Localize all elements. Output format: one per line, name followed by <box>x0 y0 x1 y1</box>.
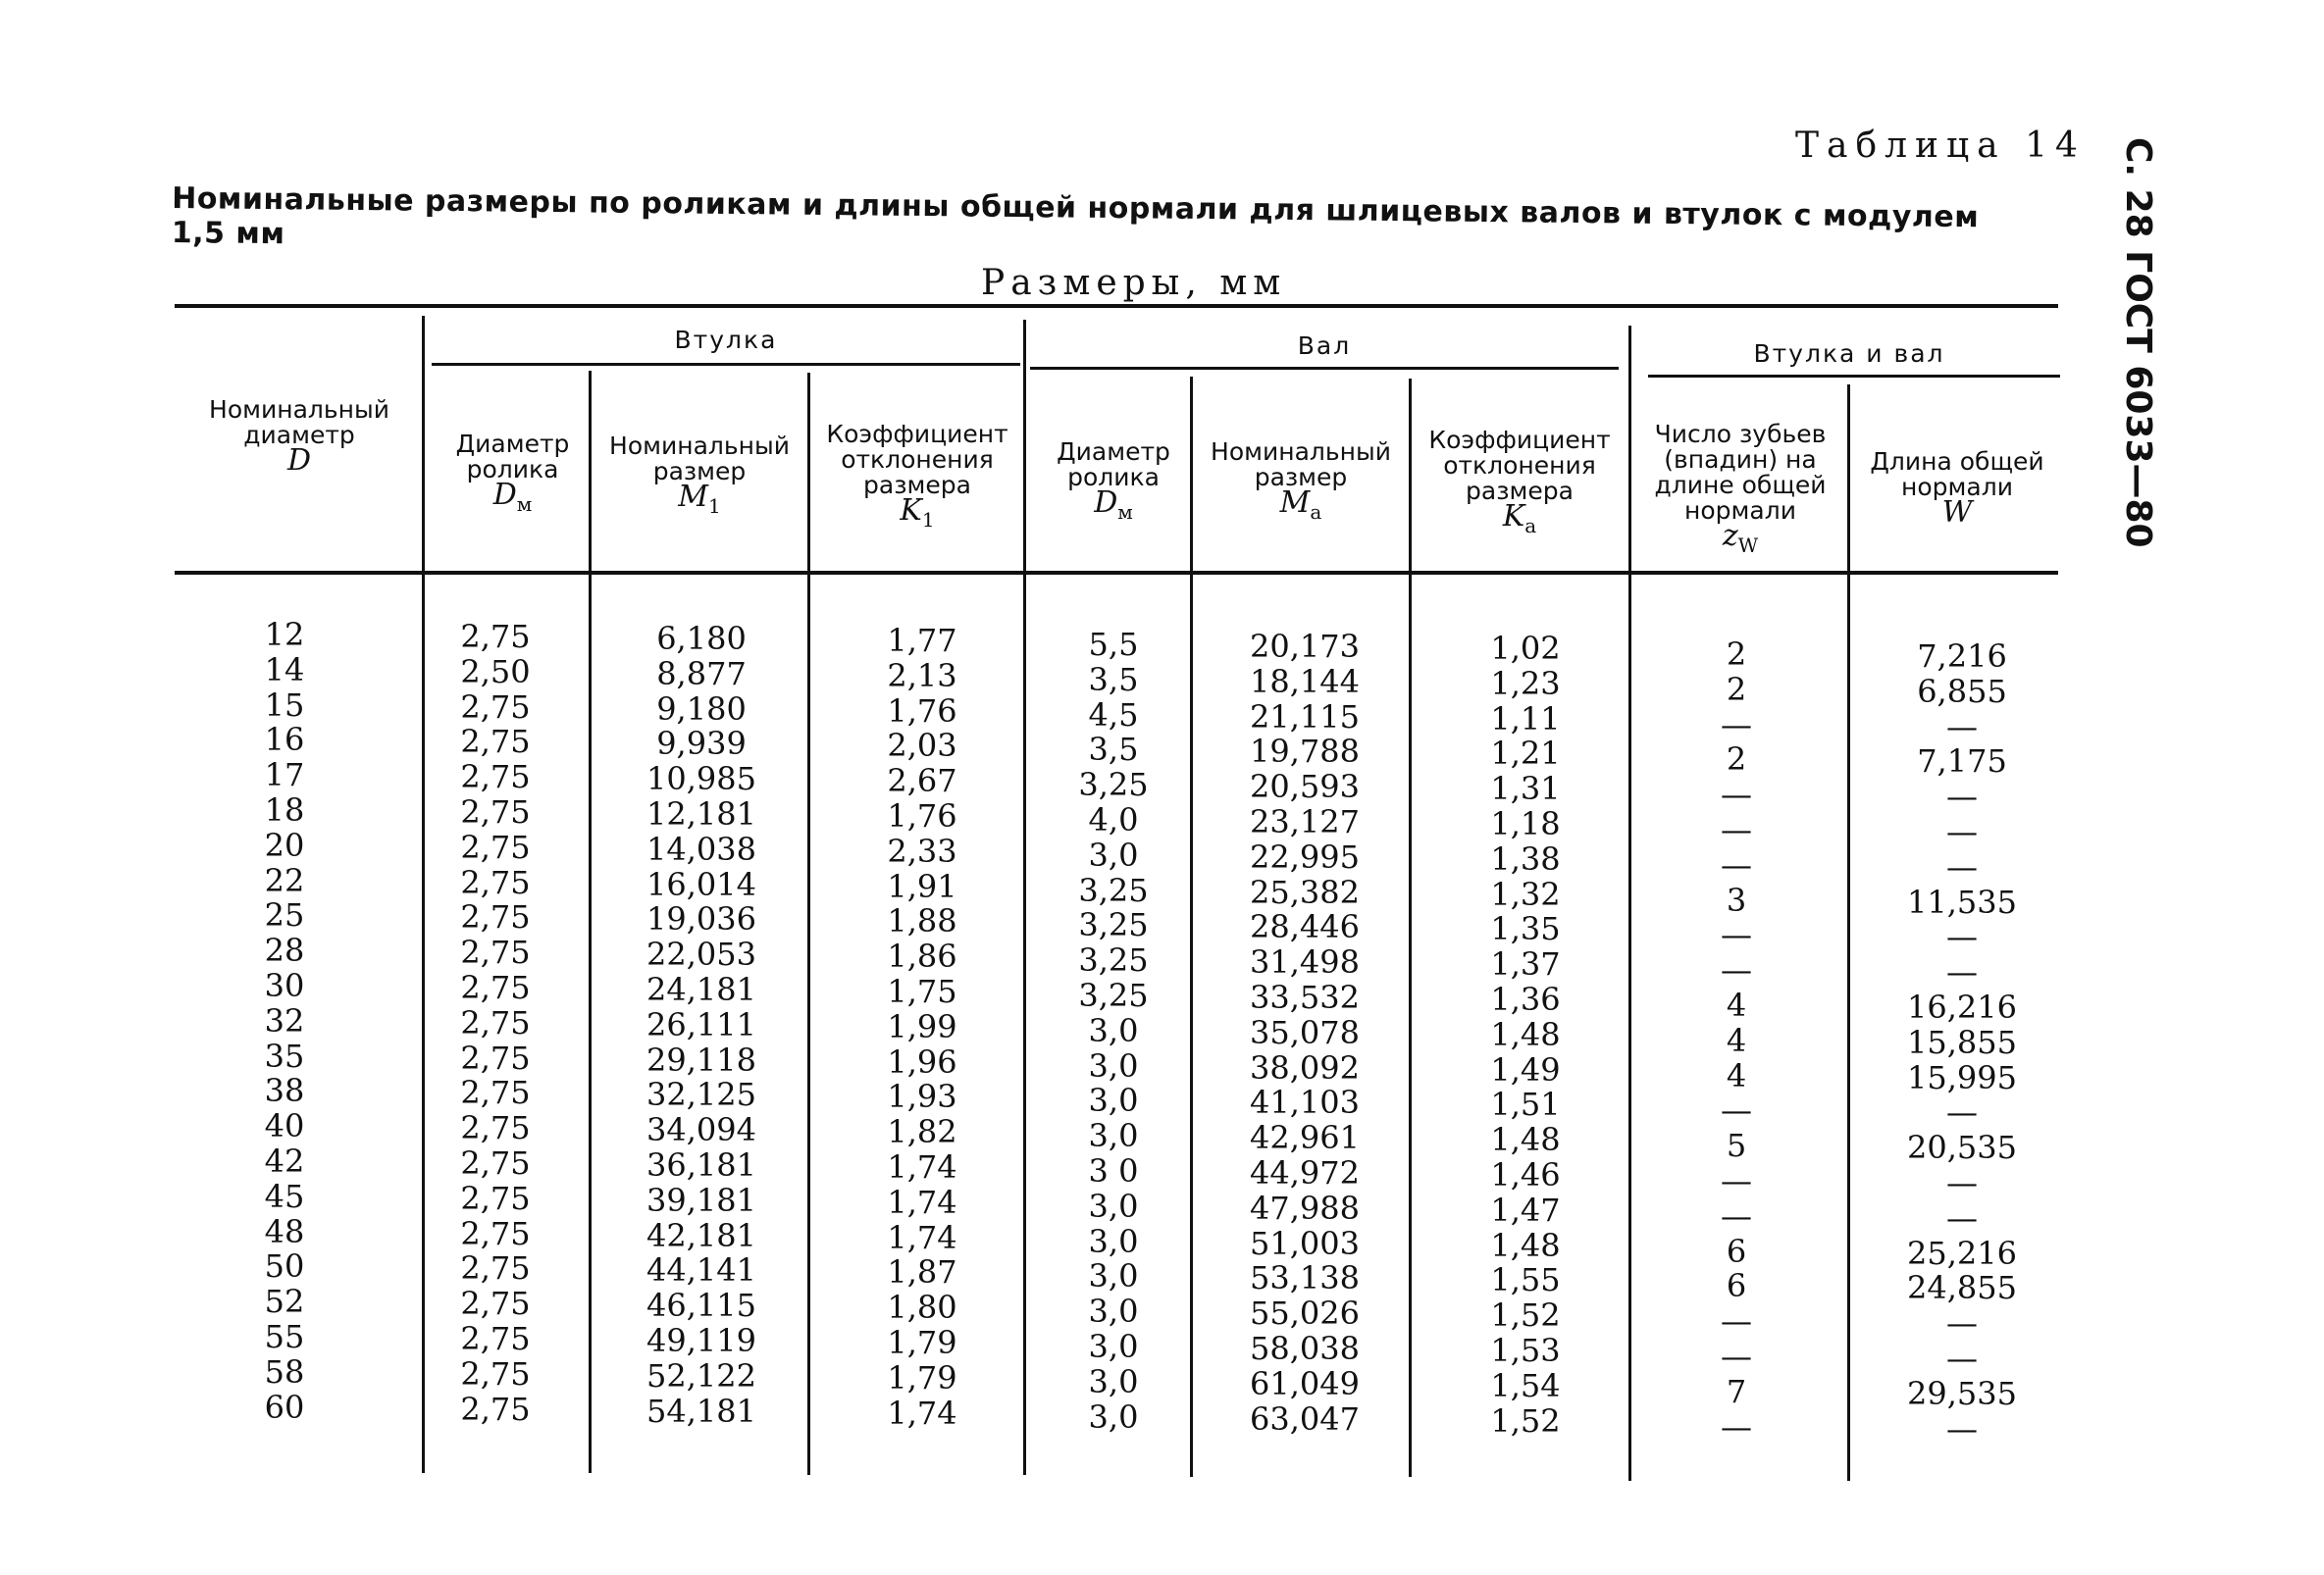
cell-Dm2-0: 5,5 <box>1088 626 1139 663</box>
cell-Dm2-4: 3,25 <box>1078 766 1149 804</box>
cell-W-3: 7,175 <box>1917 742 2007 781</box>
cell-M1-7: 16,014 <box>646 865 756 903</box>
cell-M1-12: 29,118 <box>646 1041 756 1079</box>
cell-W-5: — <box>1946 812 1978 850</box>
cell-K1-0: 1,77 <box>887 622 957 659</box>
cell-D-18: 50 <box>264 1247 305 1286</box>
cell-K1-7: 1,91 <box>887 867 957 905</box>
cell-Dm1-18: 2,75 <box>460 1249 531 1288</box>
cell-W-21: 29,535 <box>1907 1374 2017 1412</box>
cell-zW-4: — <box>1721 776 1752 814</box>
cell-Dm2-20: 3,0 <box>1088 1327 1139 1365</box>
cell-W-1: 6,855 <box>1917 672 2007 710</box>
cell-D-12: 35 <box>264 1037 305 1075</box>
cell-K1-4: 2,67 <box>887 762 957 800</box>
cell-Ma-9: 31,498 <box>1250 943 1360 982</box>
cell-D-15: 42 <box>264 1142 305 1180</box>
cell-zW-16: — <box>1721 1196 1752 1235</box>
cell-Dm2-6: 3,0 <box>1088 836 1139 874</box>
header-normal-length-label: Длина общей нормали <box>1870 447 2044 501</box>
cell-D-2: 15 <box>264 686 305 724</box>
column-bushing-size <box>628 622 775 1429</box>
cell-zW-9: — <box>1721 951 1752 990</box>
cell-Ka-16: 1,47 <box>1490 1191 1561 1229</box>
cell-W-9: — <box>1946 953 1978 991</box>
cell-M1-8: 19,036 <box>646 900 756 939</box>
cell-M1-11: 26,111 <box>646 1005 756 1043</box>
cell-Ka-4: 1,31 <box>1490 770 1561 808</box>
group-header-shaft: Вал <box>1297 331 1352 360</box>
header-nominal-diameter <box>186 395 412 478</box>
cell-K1-9: 1,86 <box>887 938 957 976</box>
cell-zW-13: — <box>1721 1092 1752 1130</box>
cell-Dm1-16: 2,75 <box>460 1179 531 1217</box>
column-nominal-diameter <box>235 618 334 1425</box>
header-shaft-roller-label: Диаметр ролика <box>1057 437 1170 491</box>
cell-Dm2-15: 3 0 <box>1088 1151 1139 1190</box>
cell-D-17: 48 <box>264 1212 305 1250</box>
cell-M1-0: 6,180 <box>656 620 747 657</box>
cell-Ka-12: 1,49 <box>1490 1050 1561 1089</box>
cell-Ka-22: 1,52 <box>1490 1401 1561 1440</box>
cell-Ma-19: 55,026 <box>1250 1295 1360 1333</box>
header-teeth-count-label: Число зубьев (впадин) на длине общей нормали <box>1654 420 1827 525</box>
cell-W-13: — <box>1946 1093 1978 1132</box>
cell-M1-17: 42,181 <box>646 1216 756 1254</box>
cell-Dm1-8: 2,75 <box>460 898 531 937</box>
cell-Dm2-21: 3,0 <box>1088 1362 1139 1400</box>
cell-Ka-10: 1,36 <box>1490 980 1561 1018</box>
column-normal-length <box>1888 639 2036 1447</box>
cell-Dm2-14: 3,0 <box>1088 1117 1139 1155</box>
header-shaft-roller-symbol: D <box>1094 485 1118 520</box>
cell-zW-19: — <box>1721 1302 1752 1341</box>
cell-Dm1-0: 2,75 <box>460 618 531 655</box>
header-bushing-coef-sub: 1 <box>921 508 935 532</box>
cell-D-19: 52 <box>264 1283 305 1321</box>
cell-K1-16: 1,74 <box>887 1183 957 1221</box>
cell-Ma-14: 42,961 <box>1250 1119 1360 1157</box>
cell-M1-3: 9,939 <box>656 725 747 763</box>
cell-Dm1-10: 2,75 <box>460 968 531 1006</box>
cell-M1-6: 14,038 <box>646 830 756 868</box>
cell-M1-18: 44,141 <box>646 1251 756 1290</box>
header-normal-length-symbol: W <box>1941 495 1973 530</box>
header-shaft-size <box>1197 439 1405 525</box>
cell-K1-14: 1,82 <box>887 1113 957 1151</box>
cell-M1-5: 12,181 <box>646 794 756 833</box>
column-shaft-coef <box>1467 632 1584 1439</box>
cell-Dm1-5: 2,75 <box>460 792 531 831</box>
cell-D-13: 38 <box>264 1072 305 1110</box>
cell-K1-15: 1,74 <box>887 1147 957 1186</box>
cell-Dm1-22: 2,75 <box>460 1390 531 1428</box>
cell-Ma-6: 22,995 <box>1250 838 1360 876</box>
cell-Dm2-17: 3,0 <box>1088 1222 1139 1260</box>
cell-W-0: 7,216 <box>1917 637 2007 675</box>
cell-M1-14: 34,094 <box>646 1111 756 1149</box>
cell-Ma-22: 63,047 <box>1250 1399 1360 1438</box>
cell-Dm2-8: 3,25 <box>1078 906 1149 944</box>
cell-W-12: 15,995 <box>1907 1058 2017 1096</box>
cell-Ka-2: 1,11 <box>1490 699 1561 737</box>
cell-D-8: 25 <box>264 896 305 935</box>
cell-W-22: — <box>1946 1409 1978 1448</box>
cell-D-21: 58 <box>264 1352 305 1391</box>
cell-Ma-1: 18,144 <box>1250 662 1360 700</box>
cell-zW-8: — <box>1721 916 1752 954</box>
cell-W-18: 24,855 <box>1907 1269 2017 1307</box>
cell-K1-22: 1,74 <box>887 1394 957 1432</box>
cell-zW-15: — <box>1721 1161 1752 1199</box>
cell-Dm2-3: 3,5 <box>1088 731 1139 769</box>
header-bushing-size-sub: 1 <box>707 494 721 518</box>
cell-Dm2-18: 3,0 <box>1088 1257 1139 1296</box>
cell-K1-11: 1,99 <box>887 1007 957 1045</box>
header-shaft-roller-sub: м <box>1117 500 1133 524</box>
col-divider-5 <box>1190 377 1193 1477</box>
header-shaft-coef-label: Коэффициент отклонения размера <box>1428 426 1611 505</box>
header-bushing-coef-label: Коэффициент отклонения размера <box>826 420 1008 499</box>
header-shaft-size-label: Номинальный размер <box>1211 437 1391 491</box>
col-divider-3 <box>807 373 810 1475</box>
cell-D-10: 30 <box>264 966 305 1004</box>
header-teeth-count-sub: W <box>1737 533 1759 557</box>
cell-Ma-18: 53,138 <box>1250 1259 1360 1297</box>
cell-D-6: 20 <box>264 826 305 864</box>
header-normal-length <box>1854 447 2060 530</box>
cell-M1-15: 36,181 <box>646 1145 756 1184</box>
units-caption: Размеры, мм <box>981 263 1287 303</box>
cell-W-10: 16,216 <box>1907 988 2017 1026</box>
cell-Dm2-12: 3,0 <box>1088 1046 1139 1085</box>
cell-Ma-0: 20,173 <box>1250 628 1360 665</box>
cell-M1-9: 22,053 <box>646 936 756 974</box>
header-shaft-size-symbol: M <box>1279 485 1311 520</box>
header-shaft-coef <box>1415 428 1625 538</box>
cell-W-2: — <box>1946 707 1978 745</box>
cell-Ka-13: 1,51 <box>1490 1086 1561 1124</box>
cell-Dm2-16: 3,0 <box>1088 1187 1139 1225</box>
header-shaft-size-sub: a <box>1310 500 1322 524</box>
header-nominal-diameter-symbol: D <box>286 443 312 478</box>
cell-Ma-2: 21,115 <box>1250 697 1360 736</box>
cell-Ka-20: 1,53 <box>1490 1331 1561 1369</box>
cell-zW-1: 2 <box>1726 670 1747 708</box>
cell-D-11: 32 <box>264 1001 305 1040</box>
cell-K1-20: 1,79 <box>887 1323 957 1361</box>
cell-M1-10: 24,181 <box>646 970 756 1008</box>
cell-W-15: — <box>1946 1163 1978 1201</box>
cell-Ma-4: 20,593 <box>1250 768 1360 806</box>
cell-W-20: — <box>1946 1339 1978 1377</box>
cell-Ka-15: 1,46 <box>1490 1155 1561 1194</box>
cell-Dm2-1: 3,5 <box>1088 660 1139 698</box>
cell-Ma-17: 51,003 <box>1250 1224 1360 1262</box>
header-shaft-coef-symbol: K <box>1502 499 1525 533</box>
cell-Dm1-11: 2,75 <box>460 1003 531 1042</box>
cell-Ka-8: 1,35 <box>1490 910 1561 948</box>
cell-W-8: — <box>1946 918 1978 956</box>
cell-Ka-11: 1,48 <box>1490 1015 1561 1053</box>
cell-D-4: 17 <box>264 756 305 794</box>
cell-D-14: 40 <box>264 1107 305 1145</box>
cell-D-1: 14 <box>264 650 305 688</box>
cell-Dm1-3: 2,75 <box>460 723 531 761</box>
cell-zW-7: 3 <box>1726 881 1747 919</box>
header-shaft-coef-sub: a <box>1524 514 1537 537</box>
cell-K1-12: 1,96 <box>887 1042 957 1081</box>
cell-Dm2-5: 4,0 <box>1088 800 1139 838</box>
cell-K1-19: 1,80 <box>887 1289 957 1327</box>
cell-D-7: 22 <box>264 861 305 899</box>
header-bushing-roller <box>441 432 584 517</box>
cell-Dm1-1: 2,50 <box>460 652 531 690</box>
cell-W-17: 25,216 <box>1907 1234 2017 1272</box>
cell-Dm1-21: 2,75 <box>460 1354 531 1393</box>
cell-Ka-5: 1,18 <box>1490 804 1561 842</box>
cell-Dm2-19: 3,0 <box>1088 1293 1139 1331</box>
cell-Ma-11: 35,078 <box>1250 1013 1360 1051</box>
header-bushing-roller-sub: м <box>516 492 533 516</box>
cell-Ka-6: 1,38 <box>1490 839 1561 878</box>
cell-Ka-18: 1,55 <box>1490 1261 1561 1299</box>
cell-K1-13: 1,93 <box>887 1078 957 1116</box>
cell-zW-20: — <box>1721 1337 1752 1375</box>
header-teeth-count <box>1636 422 1844 558</box>
cell-M1-13: 32,125 <box>646 1076 756 1114</box>
cell-W-19: — <box>1946 1304 1978 1343</box>
cell-K1-1: 2,13 <box>887 656 957 694</box>
col-divider-8 <box>1847 384 1850 1481</box>
cell-Dm1-13: 2,75 <box>460 1074 531 1112</box>
col-divider-1 <box>422 316 425 1473</box>
cell-Ka-14: 1,48 <box>1490 1121 1561 1159</box>
cell-Ma-10: 33,532 <box>1250 978 1360 1016</box>
cell-M1-2: 9,180 <box>656 689 747 728</box>
cell-W-11: 15,855 <box>1907 1023 2017 1061</box>
cell-M1-19: 46,115 <box>646 1287 756 1325</box>
column-teeth-count <box>1687 637 1785 1445</box>
cell-Ka-7: 1,32 <box>1490 875 1561 913</box>
cell-Dm1-7: 2,75 <box>460 863 531 901</box>
cell-M1-4: 10,985 <box>646 760 756 798</box>
cell-Ma-16: 47,988 <box>1250 1189 1360 1227</box>
cell-Ma-13: 41,103 <box>1250 1084 1360 1122</box>
cell-zW-18: 6 <box>1726 1267 1747 1305</box>
header-bushing-size-label: Номинальный размер <box>609 432 790 485</box>
header-teeth-count-symbol: z <box>1722 519 1738 553</box>
cell-D-3: 16 <box>264 721 305 759</box>
header-bottom-rule <box>175 571 2058 575</box>
cell-Dm2-7: 3,25 <box>1078 871 1149 909</box>
header-bushing-roller-symbol: D <box>492 478 517 512</box>
col-divider-2 <box>589 371 592 1473</box>
cell-Ka-9: 1,37 <box>1490 945 1561 984</box>
cell-D-22: 60 <box>264 1388 305 1426</box>
cell-M1-21: 52,122 <box>646 1356 756 1395</box>
cell-Ma-12: 38,092 <box>1250 1048 1360 1087</box>
cell-zW-12: 4 <box>1726 1056 1747 1094</box>
header-bushing-coef <box>814 422 1020 533</box>
cell-Dm1-14: 2,75 <box>460 1109 531 1147</box>
cell-W-14: 20,535 <box>1907 1129 2017 1167</box>
col-divider-4 <box>1023 320 1026 1475</box>
cell-zW-6: — <box>1721 845 1752 884</box>
cell-Ka-17: 1,48 <box>1490 1226 1561 1264</box>
group-rule-bushing <box>432 363 1020 366</box>
cell-Dm1-2: 2,75 <box>460 687 531 726</box>
column-bushing-roller <box>437 620 554 1427</box>
cell-zW-5: — <box>1721 810 1752 848</box>
cell-zW-11: 4 <box>1726 1021 1747 1059</box>
cell-Ma-7: 25,382 <box>1250 873 1360 911</box>
cell-M1-1: 8,877 <box>656 654 747 692</box>
cell-zW-21: 7 <box>1726 1372 1747 1410</box>
cell-K1-18: 1,87 <box>887 1253 957 1292</box>
cell-Dm2-11: 3,0 <box>1088 1011 1139 1049</box>
cell-zW-0: 2 <box>1726 635 1747 673</box>
group-header-both: Втулка и вал <box>1753 339 1945 368</box>
top-rule <box>175 304 2058 308</box>
header-nominal-diameter-label: Номинальный диаметр <box>209 395 389 449</box>
cell-K1-8: 1,88 <box>887 902 957 940</box>
cell-Ma-3: 19,788 <box>1250 733 1360 771</box>
header-bushing-size <box>595 433 803 519</box>
cell-Ma-21: 61,049 <box>1250 1364 1360 1402</box>
cell-zW-22: — <box>1721 1407 1752 1446</box>
col-divider-6 <box>1409 379 1412 1477</box>
cell-Ka-3: 1,21 <box>1490 735 1561 773</box>
cell-D-20: 55 <box>264 1317 305 1355</box>
cell-Ka-19: 1,52 <box>1490 1296 1561 1335</box>
cell-zW-14: 5 <box>1726 1127 1747 1165</box>
cell-D-5: 18 <box>264 790 305 829</box>
group-header-bushing: Втулка <box>674 326 778 354</box>
cell-D-9: 28 <box>264 932 305 970</box>
cell-Dm1-20: 2,75 <box>460 1319 531 1357</box>
column-bushing-coef <box>863 624 981 1431</box>
cell-Dm1-9: 2,75 <box>460 934 531 972</box>
group-rule-both <box>1648 375 2060 378</box>
cell-Ma-20: 58,038 <box>1250 1329 1360 1367</box>
cell-Dm1-6: 2,75 <box>460 828 531 866</box>
cell-W-6: — <box>1946 847 1978 886</box>
col-divider-7 <box>1628 326 1631 1481</box>
cell-Ka-0: 1,02 <box>1490 630 1561 667</box>
cell-Dm2-10: 3,25 <box>1078 976 1149 1014</box>
cell-Ka-21: 1,54 <box>1490 1366 1561 1404</box>
cell-Dm2-9: 3,25 <box>1078 941 1149 980</box>
cell-zW-2: — <box>1721 705 1752 743</box>
side-page-label <box>2109 137 2168 548</box>
cell-Dm2-22: 3,0 <box>1088 1397 1139 1436</box>
cell-zW-3: 2 <box>1726 740 1747 779</box>
header-shaft-roller <box>1040 439 1187 525</box>
header-bushing-size-symbol: M <box>678 480 708 514</box>
cell-M1-20: 49,119 <box>646 1321 756 1359</box>
table-title: Номинальные размеры по роликам и длины общей нормали для шлицевых валов и втулок с модулем 1,5 мм <box>171 181 1980 252</box>
cell-D-16: 45 <box>264 1177 305 1215</box>
cell-Dm1-4: 2,75 <box>460 758 531 796</box>
cell-W-16: — <box>1946 1198 1978 1237</box>
cell-K1-2: 1,76 <box>887 691 957 730</box>
cell-W-4: — <box>1946 778 1978 816</box>
cell-Dm1-12: 2,75 <box>460 1039 531 1077</box>
cell-Dm1-19: 2,75 <box>460 1285 531 1323</box>
cell-Dm2-2: 4,5 <box>1088 695 1139 734</box>
cell-K1-3: 2,03 <box>887 727 957 765</box>
cell-D-0: 12 <box>264 616 305 653</box>
cell-Dm1-15: 2,75 <box>460 1143 531 1182</box>
header-bushing-roller-label: Диаметр ролика <box>455 430 570 483</box>
column-shaft-roller <box>1055 628 1172 1435</box>
column-shaft-size <box>1226 630 1383 1437</box>
header-bushing-coef-symbol: K <box>900 493 922 528</box>
cell-M1-16: 39,181 <box>646 1181 756 1219</box>
side-page-label-text: С. 28 ГОСТ 6033—80 <box>2118 137 2158 548</box>
cell-Ma-8: 28,446 <box>1250 908 1360 946</box>
cell-zW-17: 6 <box>1726 1232 1747 1270</box>
cell-zW-10: 4 <box>1726 986 1747 1024</box>
cell-Ma-5: 23,127 <box>1250 802 1360 840</box>
cell-K1-6: 2,33 <box>887 832 957 870</box>
group-rule-shaft <box>1030 367 1619 370</box>
table-number: Таблица 14 <box>1795 126 2086 166</box>
cell-Ma-15: 44,972 <box>1250 1153 1360 1192</box>
cell-Ka-1: 1,23 <box>1490 664 1561 702</box>
cell-Dm2-13: 3,0 <box>1088 1082 1139 1120</box>
cell-K1-17: 1,74 <box>887 1218 957 1256</box>
cell-Dm1-17: 2,75 <box>460 1214 531 1252</box>
cell-K1-5: 1,76 <box>887 796 957 835</box>
cell-M1-22: 54,181 <box>646 1392 756 1430</box>
cell-W-7: 11,535 <box>1907 883 2017 921</box>
cell-K1-21: 1,79 <box>887 1358 957 1397</box>
cell-K1-10: 1,75 <box>887 972 957 1010</box>
